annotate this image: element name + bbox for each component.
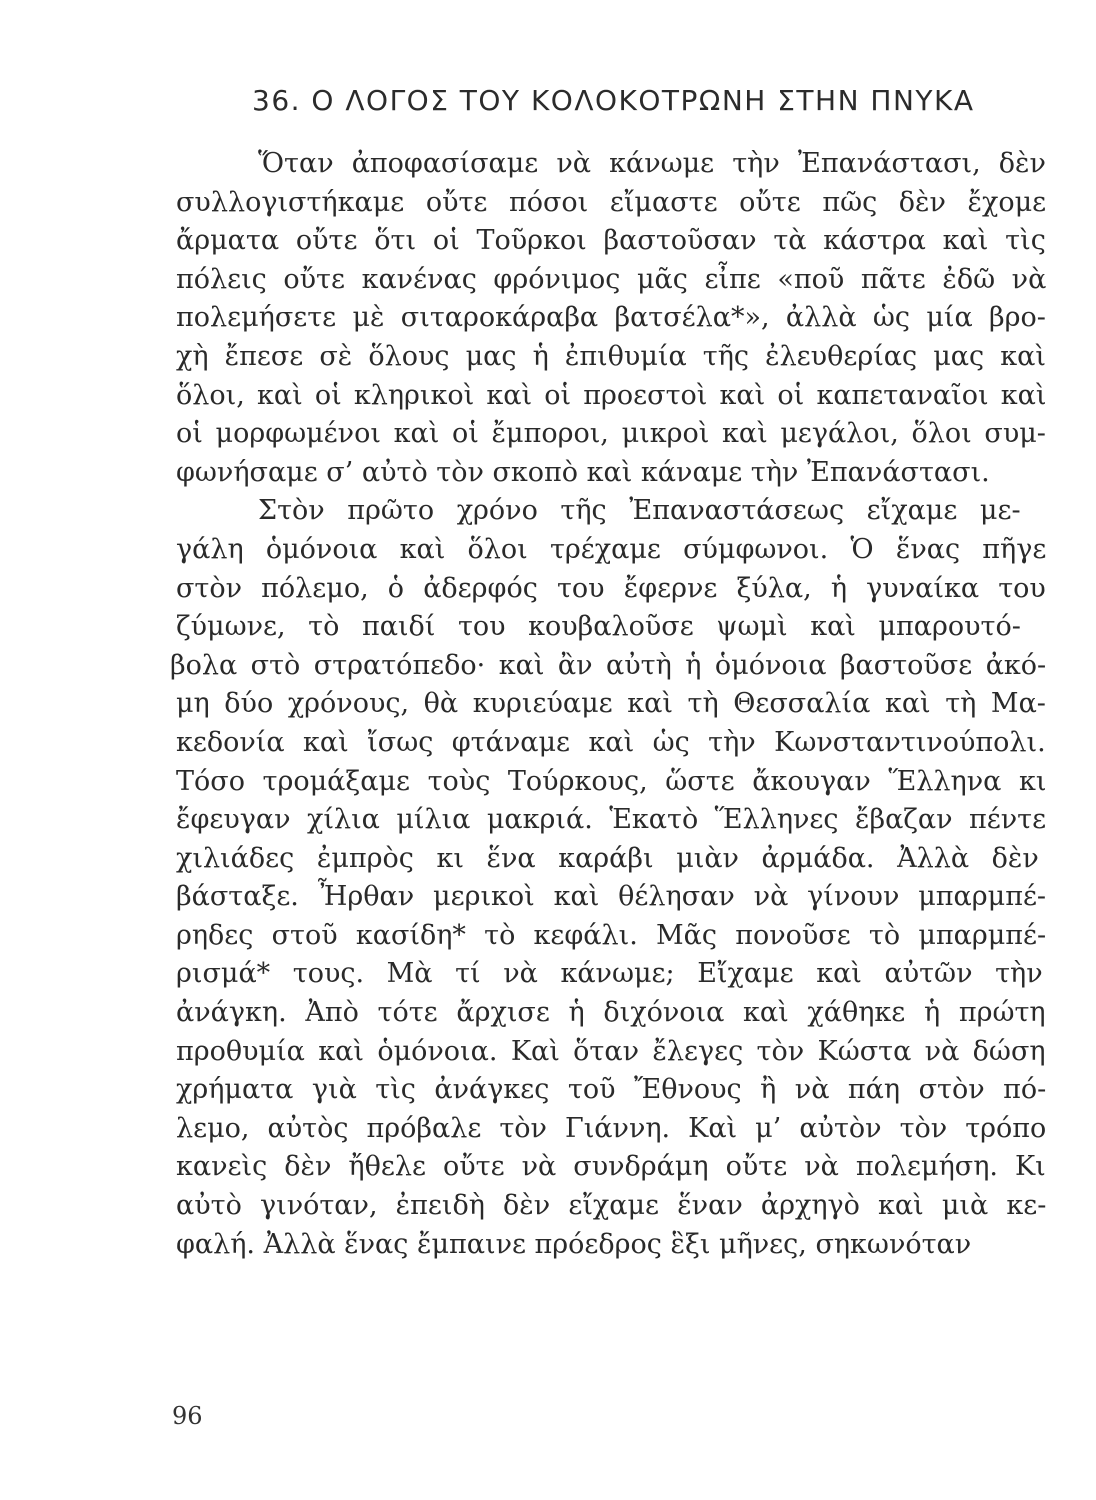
text-line: ζύμωνε, τὸ παιδί του κουβαλοῦσε ψωμὶ καὶ μπαρουτό- <box>176 611 1021 643</box>
text-line: βάσταξε. Ἦρθαν μερικοὶ καὶ θέλησαν νὰ γίνουν μπαρμπέ- <box>176 881 1047 913</box>
text-line: χιλιάδες ἐμπρὸς κι ἕνα καράβι μιὰν ἀρμάδα. Ἀλλὰ δὲν <box>176 842 1039 874</box>
text-line: ἀνάγκη. Ἀπὸ τότε ἄρχισε ἡ διχόνοια καὶ χάθηκε ἡ πρώτη <box>176 997 1046 1029</box>
text-line: Ὅταν ἀποφασίσαμε νὰ κάνωμε τὴν Ἐπανάστασι, δὲν <box>258 148 1046 179</box>
page-number: 96 <box>172 1402 203 1430</box>
text-line: στὸν πόλεμο, ὁ ἀδερφός του ἔφερνε ξύλα, ἡ γυναίκα του <box>176 572 1046 604</box>
text-line: φαλή. Ἀλλὰ ἕνας ἔμπαινε πρόεδρος ἓξι μῆνες, σηκωνόταν <box>176 1228 972 1260</box>
body-text <box>170 145 1047 1264</box>
text-line: ἄρματα οὔτε ὅτι οἱ Τοῦρκοι βαστοῦσαν τὰ κάστρα καὶ τὶς <box>176 225 1046 257</box>
text-line: χρήματα γιὰ τὶς ἀνάγκες τοῦ Ἔθνους ἢ νὰ πάη στὸν πό- <box>176 1074 1047 1106</box>
text-line: πόλεις οὔτε κανένας φρόνιμος μᾶς εἶπε «ποῦ πᾶτε ἐδῶ νὰ <box>176 263 1047 295</box>
text-line: κεδονία καὶ ἴσως φτάναμε καὶ ὡς τὴν Κωνσταντινούπολι. <box>176 726 1046 758</box>
text-line: βολα στὸ στρατόπεδο· καὶ ἂν αὐτὴ ἡ ὁμόνοια βαστοῦσε ἀκό- <box>170 649 1047 681</box>
text-line: συλλογιστήκαμε οὔτε πόσοι εἴμαστε οὔτε πῶς δὲν ἔχομε <box>176 186 1047 218</box>
text-line: οἱ μορφωμένοι καὶ οἱ ἔμποροι, μικροὶ καὶ μεγάλοι, ὅλοι συμ- <box>176 418 1046 450</box>
text-line: Στὸν πρῶτο χρόνο τῆς Ἐπαναστάσεως εἴχαμε με- <box>258 495 1021 527</box>
text-line: ἔφευγαν χίλια μίλια μακριά. Ἑκατὸ Ἕλληνες ἔβαζαν πέντε <box>176 804 1047 836</box>
text-line: ρηδες στοῦ κασίδη* τὸ κεφάλι. Μᾶς πονοῦσε τὸ μπαρμπέ- <box>176 919 1047 951</box>
text-line: κανεὶς δὲν ἤθελε οὔτε νὰ συνδράμη οὔτε νὰ πολεμήση. Κι <box>176 1151 1046 1183</box>
text-line: ρισμά* τους. Μὰ τί νὰ κάνωμε; Εἴχαμε καὶ αὐτῶν τὴν <box>176 958 1043 990</box>
text-line: Τόσο τρομάξαμε τοὺς Τούρκους, ὥστε ἄκουγαν Ἕλληνα κι <box>176 765 1047 797</box>
text-line: γάλη ὁμόνοια καὶ ὅλοι τρέχαμε σύμφωνοι. Ὁ ἕνας πῆγε <box>176 533 1047 565</box>
text-line: μη δύο χρόνους, θὰ κυριεύαμε καὶ τὴ Θεσσαλία καὶ τὴ Μα- <box>176 688 1046 720</box>
text-line: χὴ ἔπεσε σὲ ὅλους μας ἡ ἐπιθυμία τῆς ἐλευθερίας μας καὶ <box>176 340 1046 372</box>
text-line: προθυμία καὶ ὁμόνοια. Καὶ ὅταν ἔλεγες τὸν Κώστα νὰ δώση <box>176 1035 1046 1067</box>
text-line: αὐτὸ γινόταν, ἐπειδὴ δὲν εἴχαμε ἕναν ἀρχηγὸ καὶ μιὰ κε- <box>176 1190 1047 1222</box>
text-line: πολεμήσετε μὲ σιταροκάραβα βατσέλα*», ἀλλὰ ὡς μία βρο- <box>176 302 1046 334</box>
chapter-title: 36. Ο ΛΟΓΟΣ ΤΟΥ ΚΟΛΟΚΟΤΡΩΝΗ ΣΤΗΝ ΠΝΥΚΑ <box>252 84 975 117</box>
text-line: ὅλοι, καὶ οἱ κληρικοὶ καὶ οἱ προεστοὶ καὶ οἱ καπεταναῖοι καὶ <box>176 379 1047 411</box>
text-line: φωνήσαμε σ’ αὐτὸ τὸν σκοπὸ καὶ κάναμε τὴν Ἐπανάστασι. <box>176 456 990 488</box>
text-line: λεμο, αὐτὸς πρόβαλε τὸν Γιάννη. Καὶ μ’ αὐτὸν τὸν τρόπο <box>176 1112 1047 1144</box>
